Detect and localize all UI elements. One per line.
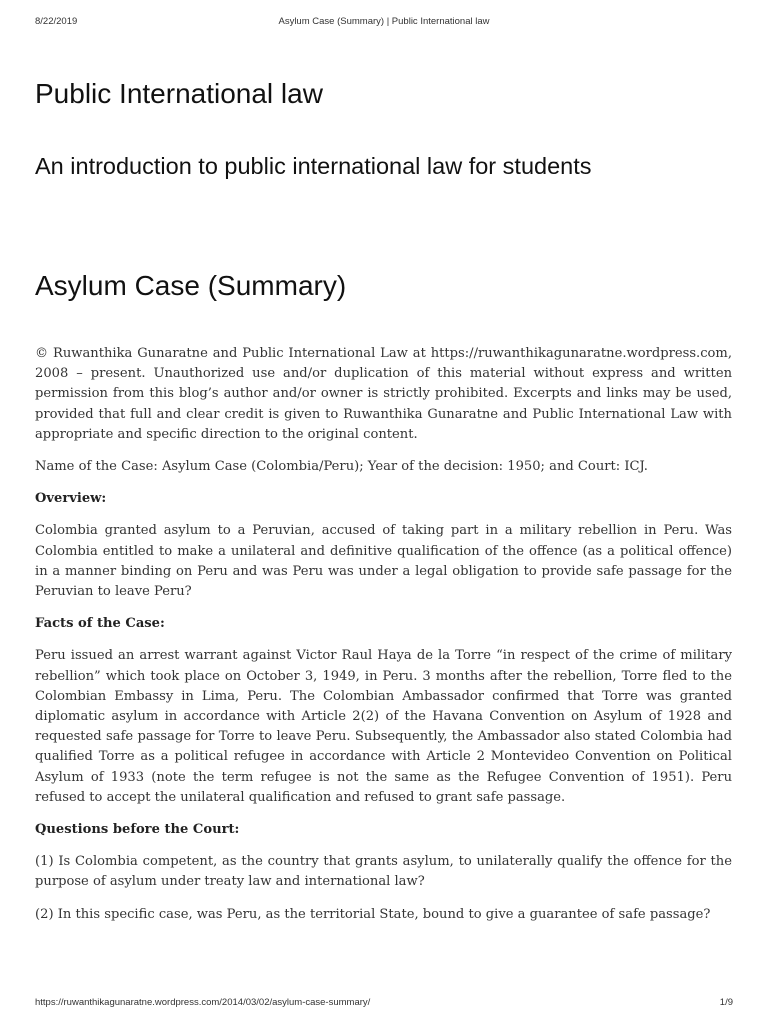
- overview-heading: Overview:: [35, 491, 107, 507]
- copyright-notice: © Ruwanthika Gunaratne and Public International Law at https://ruwanthikagunaratne.wordpress.com, 2008 – present. Unauthorized use and/or duplication of this material without express and written permission from this blog’s author and/or owner is strictly prohibited. Excerpts and links may be used, provided that full and clear credit is given to Ruwanthika Gunaratne and Public International Law with appropriate and specific direction to the original content.: [35, 346, 732, 442]
- site-tagline: An introduction to public international law for students: [35, 153, 592, 179]
- facts-heading: Facts of the Case:: [35, 616, 165, 632]
- question-2: (2) In this specific case, was Peru, as the territorial State, bound to give a guarantee of safe passage?: [35, 906, 711, 922]
- questions-heading: Questions before the Court:: [35, 822, 240, 838]
- page-number: 1/9: [719, 997, 733, 1008]
- facts-paragraph: Peru issued an arrest warrant against Victor Raul Haya de la Torre “in respect of the crime of military rebellion” which took place on October 3, 1949, in Peru. 3 months after the rebellion, Torre fled to the Colombian Embassy in Lima, Peru. The Colombian Ambassador confirmed that Torre was granted diplomatic asylum in accordance with Article 2(2) of the Havana Convention on Asylum of 1928 and requested safe passage for Torre to leave Peru. Subsequently, the Ambassador also stated Colombia had qualified Torre as a political refugee in accordance with Article 2 Montevideo Convention on Political Asylum of 1933 (note the term refugee is not the same as the Refugee Convention of 1951). Peru refused to accept the unilateral qualification and refused to grant safe passage.: [35, 648, 732, 805]
- case-name-paragraph: Name of the Case: Asylum Case (Colombia/Peru); Year of the decision: 1950; and Court: ICJ.: [35, 459, 648, 475]
- print-footer: [35, 997, 733, 1011]
- print-document-title: Asylum Case (Summary) | Public International law: [278, 16, 490, 27]
- page-url[interactable]: https://ruwanthikagunaratne.wordpress.com/2014/03/02/asylum-case-summary/: [35, 997, 371, 1008]
- print-date: 8/22/2019: [35, 16, 78, 27]
- overview-paragraph: Colombia granted asylum to a Peruvian, accused of taking part in a military rebellion in Peru. Was Colombia entitled to make a unilateral and definitive qualification of the offence (as a political offence) in a manner binding on Peru and was Peru was under a legal obligation to provide safe passage for the Peruvian to leave Peru?: [35, 523, 732, 600]
- site-title[interactable]: Public International law: [35, 78, 323, 109]
- post-content: [35, 344, 732, 937]
- print-header: [35, 16, 733, 30]
- question-1: (1) Is Colombia competent, as the country that grants asylum, to unilaterally qualify the offence for the purpose of asylum under treaty law and international law?: [35, 854, 732, 890]
- post-title[interactable]: Asylum Case (Summary): [35, 270, 347, 301]
